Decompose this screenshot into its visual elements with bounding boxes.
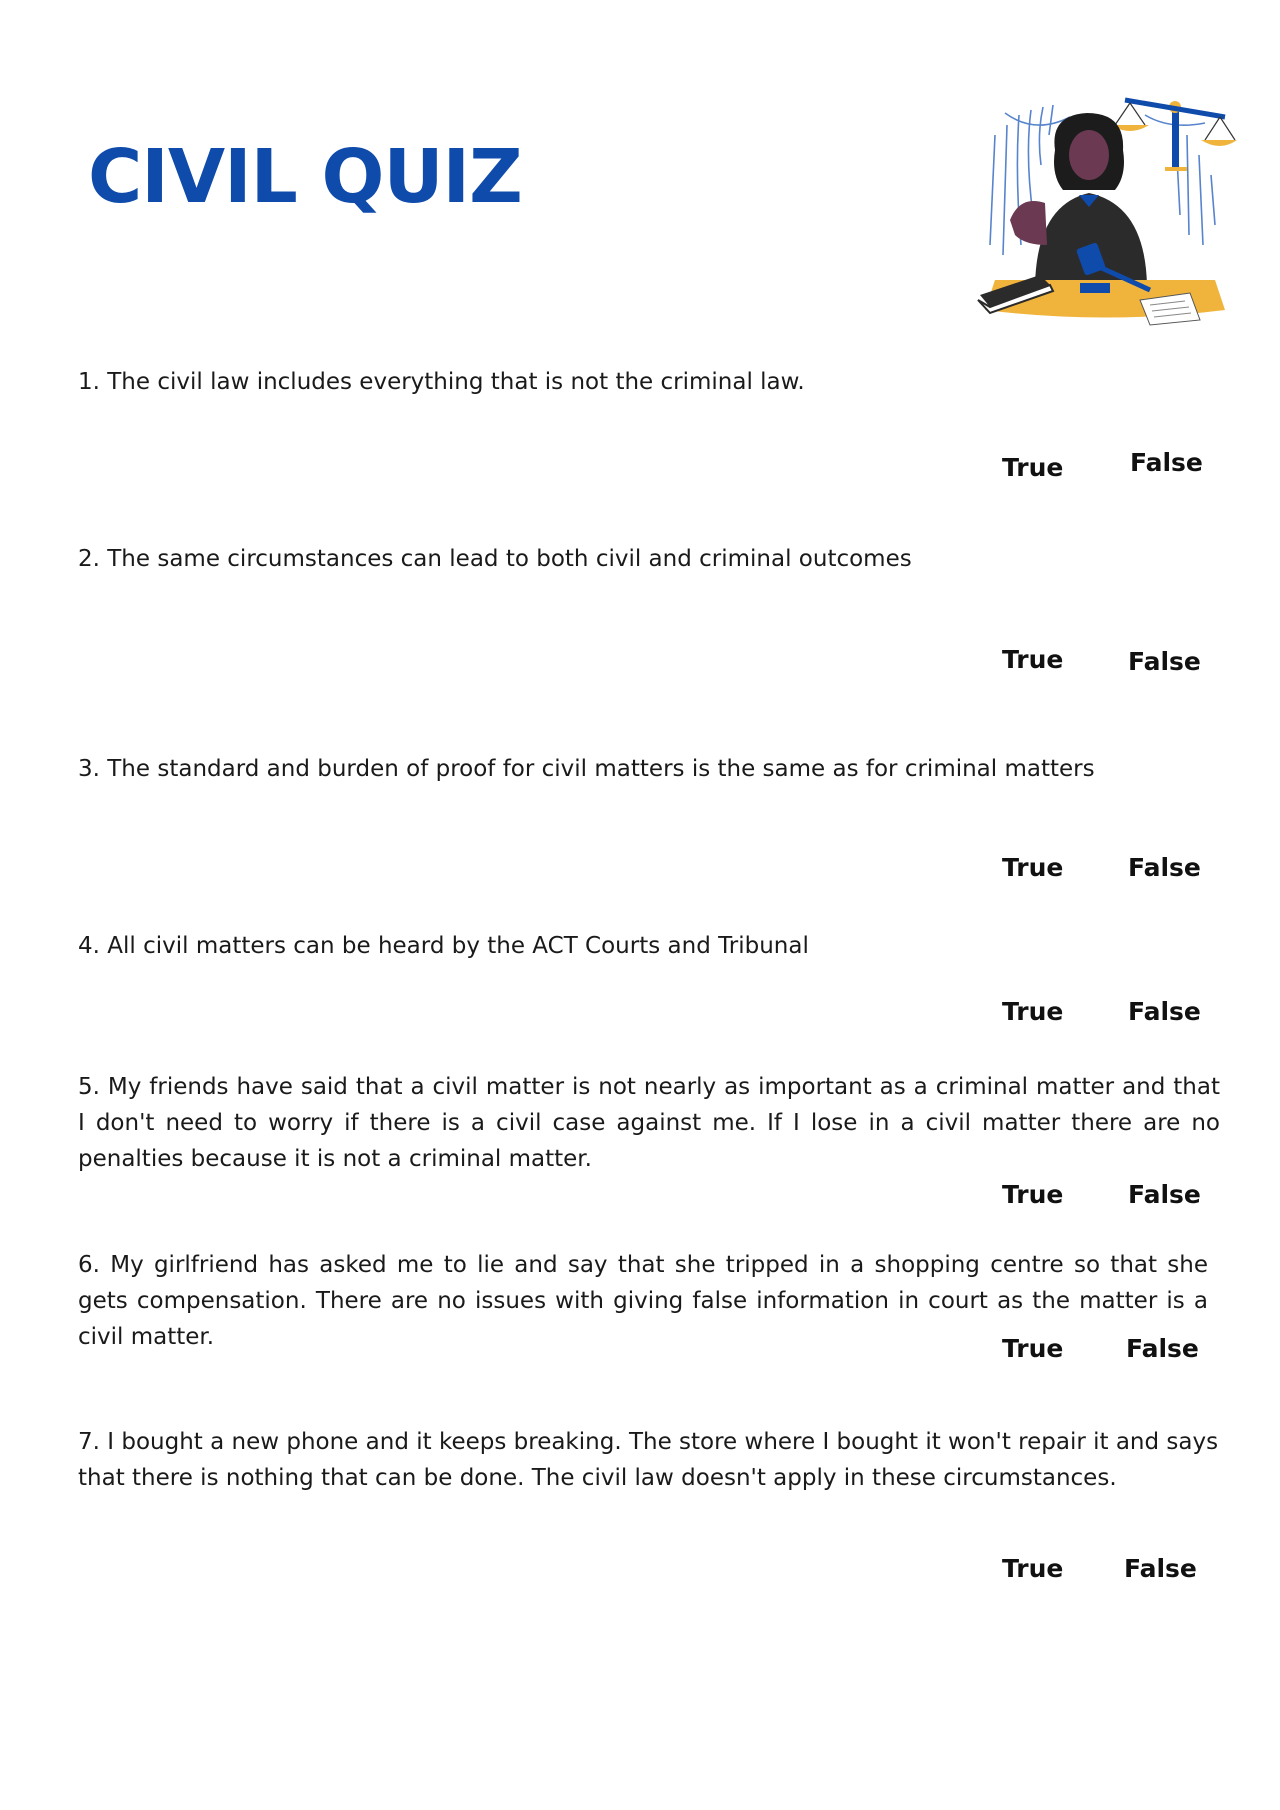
question-5-true-option[interactable]: True (1002, 1180, 1064, 1209)
question-1-text: 1. The civil law includes everything that is not the criminal law. (78, 369, 805, 395)
question-2-true-option[interactable]: True (1002, 645, 1064, 674)
question-5-text: 5. My friends have said that a civil matter is not nearly as important as a criminal matter and that I don't need to worry if there is a civil case against me. If I lose in a civil matter there are no penalties because it is not a criminal matter. (78, 1074, 1220, 1172)
question-3-true-option[interactable]: True (1002, 853, 1064, 882)
question-2-text: 2. The same circumstances can lead to both civil and criminal outcomes (78, 546, 912, 572)
scales-icon (1111, 100, 1237, 171)
question-7-true-option[interactable]: True (1002, 1554, 1064, 1583)
question-3-false-option[interactable]: False (1128, 853, 1201, 882)
question-5-false-option[interactable]: False (1128, 1180, 1201, 1209)
question-7-false-option[interactable]: False (1124, 1554, 1197, 1583)
question-4-false-option[interactable]: False (1128, 997, 1201, 1026)
question-4-true-option[interactable]: True (1002, 997, 1064, 1026)
question-7-text: 7. I bought a new phone and it keeps breaking. The store where I bought it won't repair it and says that there is nothing that can be done. The civil law doesn't apply in these circumstances. (78, 1429, 1219, 1491)
question-6-text: 6. My girlfriend has asked me to lie and say that she tripped in a shopping centre so that she gets compensation. There are no issues with giving false information in court as the matter is a civil matter. (78, 1252, 1208, 1350)
question-3-text: 3. The standard and burden of proof for civil matters is the same as for criminal matters (78, 756, 1095, 782)
question-6-false-option[interactable]: False (1126, 1334, 1199, 1363)
question-4-text: 4. All civil matters can be heard by the ACT Courts and Tribunal (78, 933, 809, 959)
question-2-false-option[interactable]: False (1128, 647, 1201, 676)
question-1-true-option[interactable]: True (1002, 453, 1064, 482)
quiz-title: CIVIL QUIZ (88, 134, 522, 220)
question-1-false-option[interactable]: False (1130, 448, 1203, 477)
judge-with-scales-icon (975, 95, 1237, 330)
question-6-true-option[interactable]: True (1002, 1334, 1064, 1363)
